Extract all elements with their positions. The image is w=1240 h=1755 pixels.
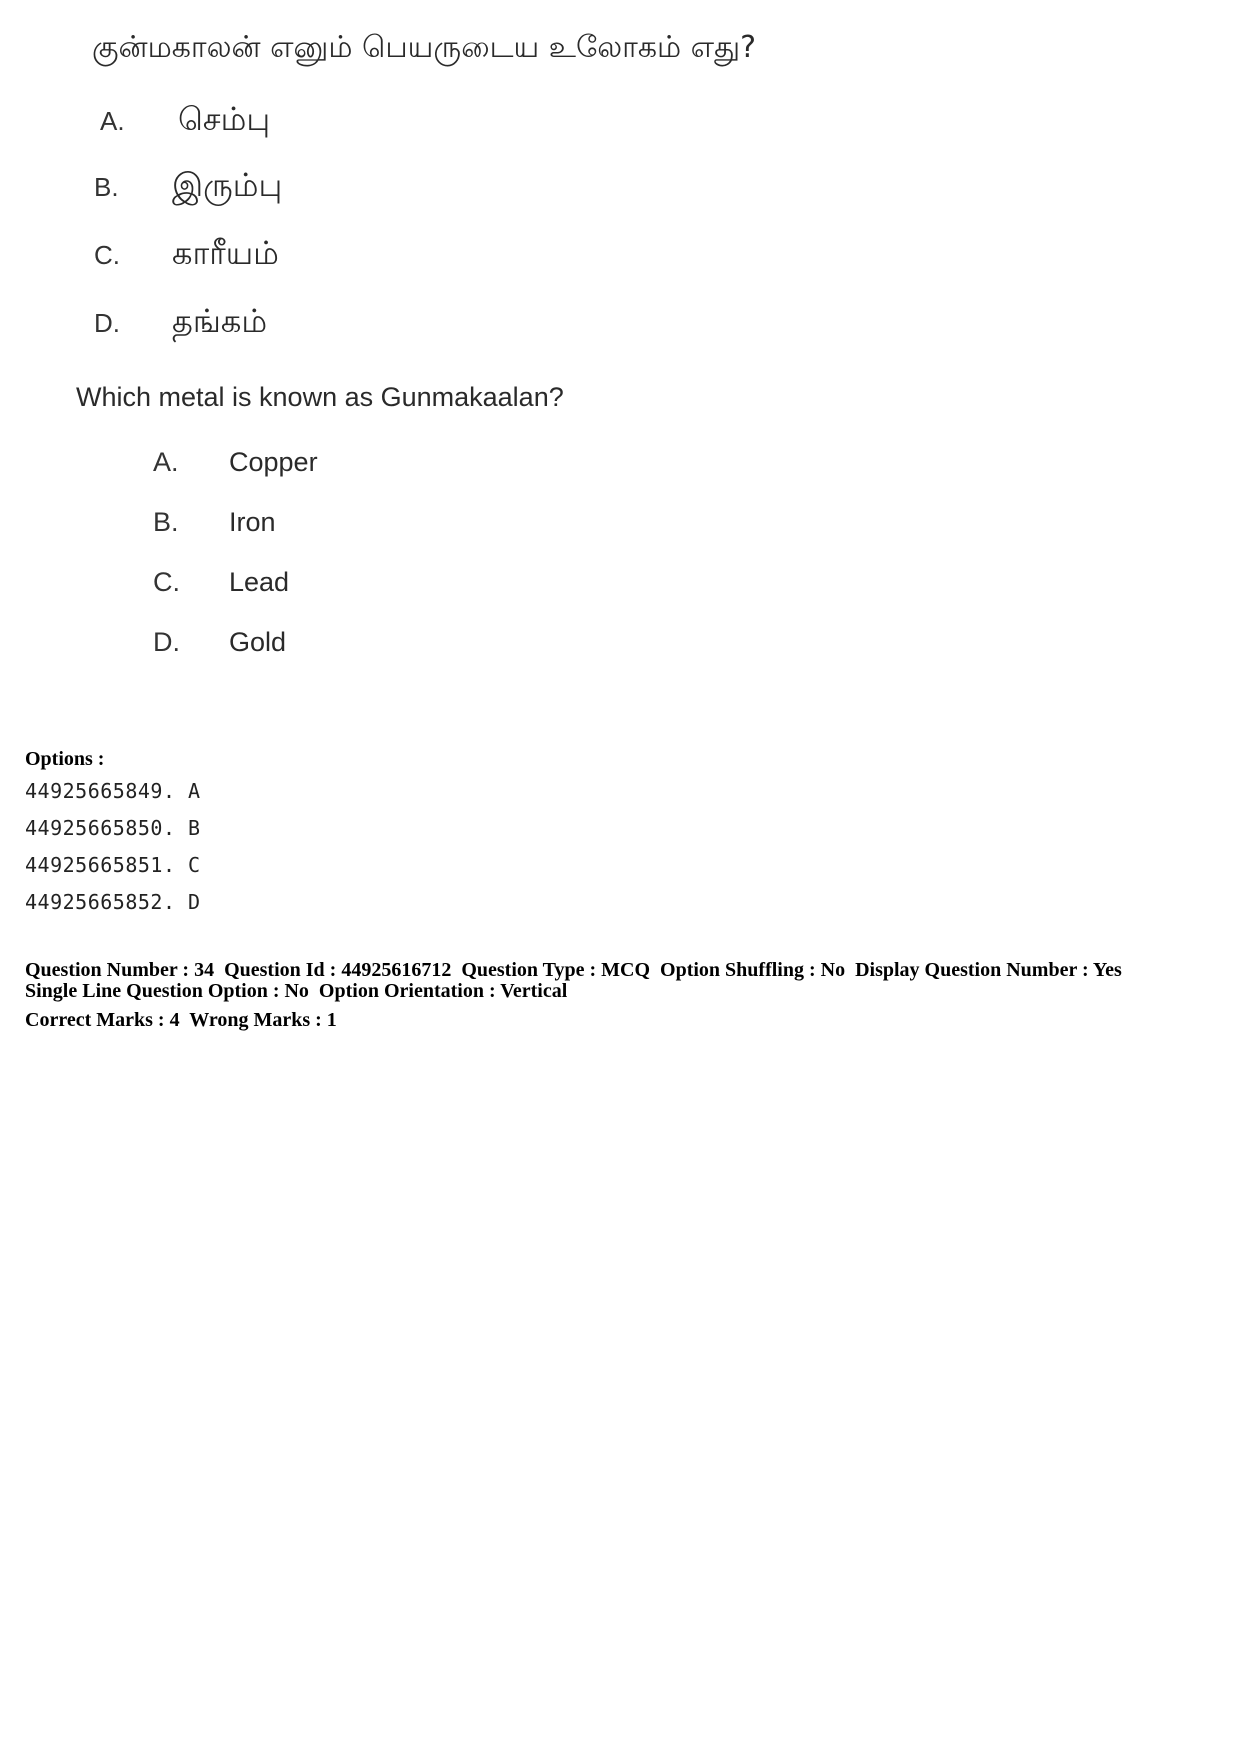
- option-text: இரும்பு: [172, 166, 283, 204]
- question-meta-line-1: Question Number : 34 Question Id : 44925616712 Question Type : MCQ Option Shuffling : No Display Question Number : Yes: [25, 959, 1122, 981]
- option-letter: A.: [153, 447, 179, 477]
- option-letter: C.: [153, 567, 180, 597]
- tamil-option-d: [94, 302, 267, 344]
- english-option-b: [153, 507, 276, 538]
- option-id-b: 44925665850. B: [25, 816, 201, 840]
- option-text: தங்கம்: [172, 302, 268, 340]
- options-heading: Options :: [25, 748, 105, 770]
- option-letter: B.: [153, 507, 179, 537]
- tamil-option-a: [100, 100, 270, 142]
- english-option-a: [153, 447, 318, 478]
- option-letter: C.: [94, 240, 120, 270]
- option-id-d: 44925665852. D: [25, 890, 201, 914]
- option-text: Lead: [229, 567, 290, 597]
- option-text: Gold: [229, 627, 287, 657]
- option-id-a: 44925665849. A: [25, 779, 201, 803]
- question-image: [0, 0, 1240, 700]
- option-text: Iron: [229, 507, 276, 537]
- english-question: Which metal is known as Gunmakaalan?: [76, 382, 564, 412]
- tamil-option-b: [94, 166, 282, 208]
- option-letter: B.: [94, 172, 119, 202]
- option-text: Copper: [229, 447, 318, 477]
- english-option-d: [153, 627, 286, 658]
- option-id-c: 44925665851. C: [25, 853, 201, 877]
- english-option-c: [153, 567, 289, 598]
- option-text: செம்பு: [178, 100, 271, 138]
- tamil-question: குன்மகாலன் எனும் பெயருடைய உலோகம் எது?: [92, 30, 757, 65]
- option-text: காரீயம்: [172, 234, 279, 272]
- tamil-option-c: [94, 234, 279, 276]
- option-letter: D.: [94, 308, 120, 338]
- marks-line: Correct Marks : 4 Wrong Marks : 1: [25, 1009, 337, 1031]
- question-meta-line-2: Single Line Question Option : No Option Orientation : Vertical: [25, 980, 568, 1002]
- option-letter: D.: [153, 627, 180, 657]
- option-letter: A.: [100, 106, 125, 136]
